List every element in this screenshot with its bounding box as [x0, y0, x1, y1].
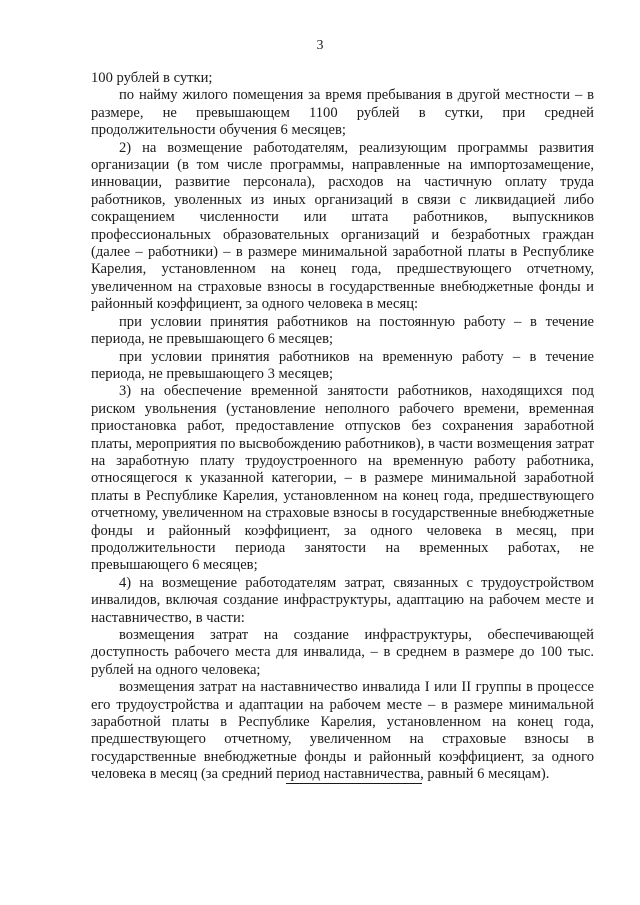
- paragraph-item-3: 3) на обеспечение временной занятости работников, находящихся под риском увольнения (установление неполного рабочего времени, временная приостановка работ, предоставление отпусков без сохранения заработной платы, мероприятия по высвобождению работников), в части возмещения затрат на заработную плату трудоустроенного на временную работу работника, относящегося к указанной категории, – в размере минимальной заработной платы в Республике Карелия, установленном на конец года, предшествующего отчетному, увеличенном на страховые взносы в государственные внебюджетные фонды и районный коэффициент, за одного человека в месяц, при продолжительности периода занятости на временных работах, не превышающего 6 месяцев;: [91, 383, 594, 574]
- paragraph-housing-rent: по найму жилого помещения за время пребывания в другой местности – в размере, не превышающем 1100 рублей в сутки, при средней продолжительности обучения 6 месяцев;: [91, 87, 594, 139]
- paragraph-infrastructure: возмещения затрат на создание инфраструктуры, обеспечивающей доступность рабочего места для инвалида, – в среднем в размере до 100 тыс. рублей на одного человека;: [91, 627, 594, 678]
- page-number: 3: [316, 38, 324, 53]
- paragraph-continuation: 100 рублей в сутки;: [91, 70, 213, 86]
- document-body: [91, 70, 594, 784]
- paragraph-item-2: 2) на возмещение работодателям, реализующим программы развития организации (в том числе программы, направленные на импортозамещение, инновации, развитие персонала), расходов на частичную оплату труда работников, уволенных из иных организаций в связи с ликвидацией либо сокращением численности или штата работников, выпускников профессиональных образовательных организаций и безработных граждан (далее – работники) – в размере минимальной заработной платы в Республике Карелия, установленном на конец года, предшествующего отчетному, увеличенном на страховые взносы в государственные внебюджетные фонды и районный коэффициент, за одного человека в месяц:: [91, 139, 594, 313]
- paragraph-mentoring: возмещения затрат на наставничество инвалида I или II группы в процессе его трудоустройства и адаптации на рабочем месте – в размере минимальной заработной платы в Республике Карелия, установленном на конец года, предшествующего отчетному, увеличенном на страховые взносы в государственные внебюджетные фонды и районный коэффициент, за одного человека в месяц (за средний период наставничества, равный 6 месяцам).: [91, 679, 594, 783]
- end-divider-line: [286, 783, 422, 784]
- paragraph-permanent-work: при условии принятия работников на постоянную работу – в течение периода, не превышающего 6 месяцев;: [91, 313, 594, 348]
- paragraph-temporary-work: при условии принятия работников на временную работу – в течение периода, не превышающего 3 месяцев;: [91, 348, 594, 382]
- paragraph-item-4: 4) на возмещение работодателям затрат, связанных с трудоустройством инвалидов, включая создание инфраструктуры, адаптацию на рабочем месте и наставничество, в части:: [91, 574, 594, 626]
